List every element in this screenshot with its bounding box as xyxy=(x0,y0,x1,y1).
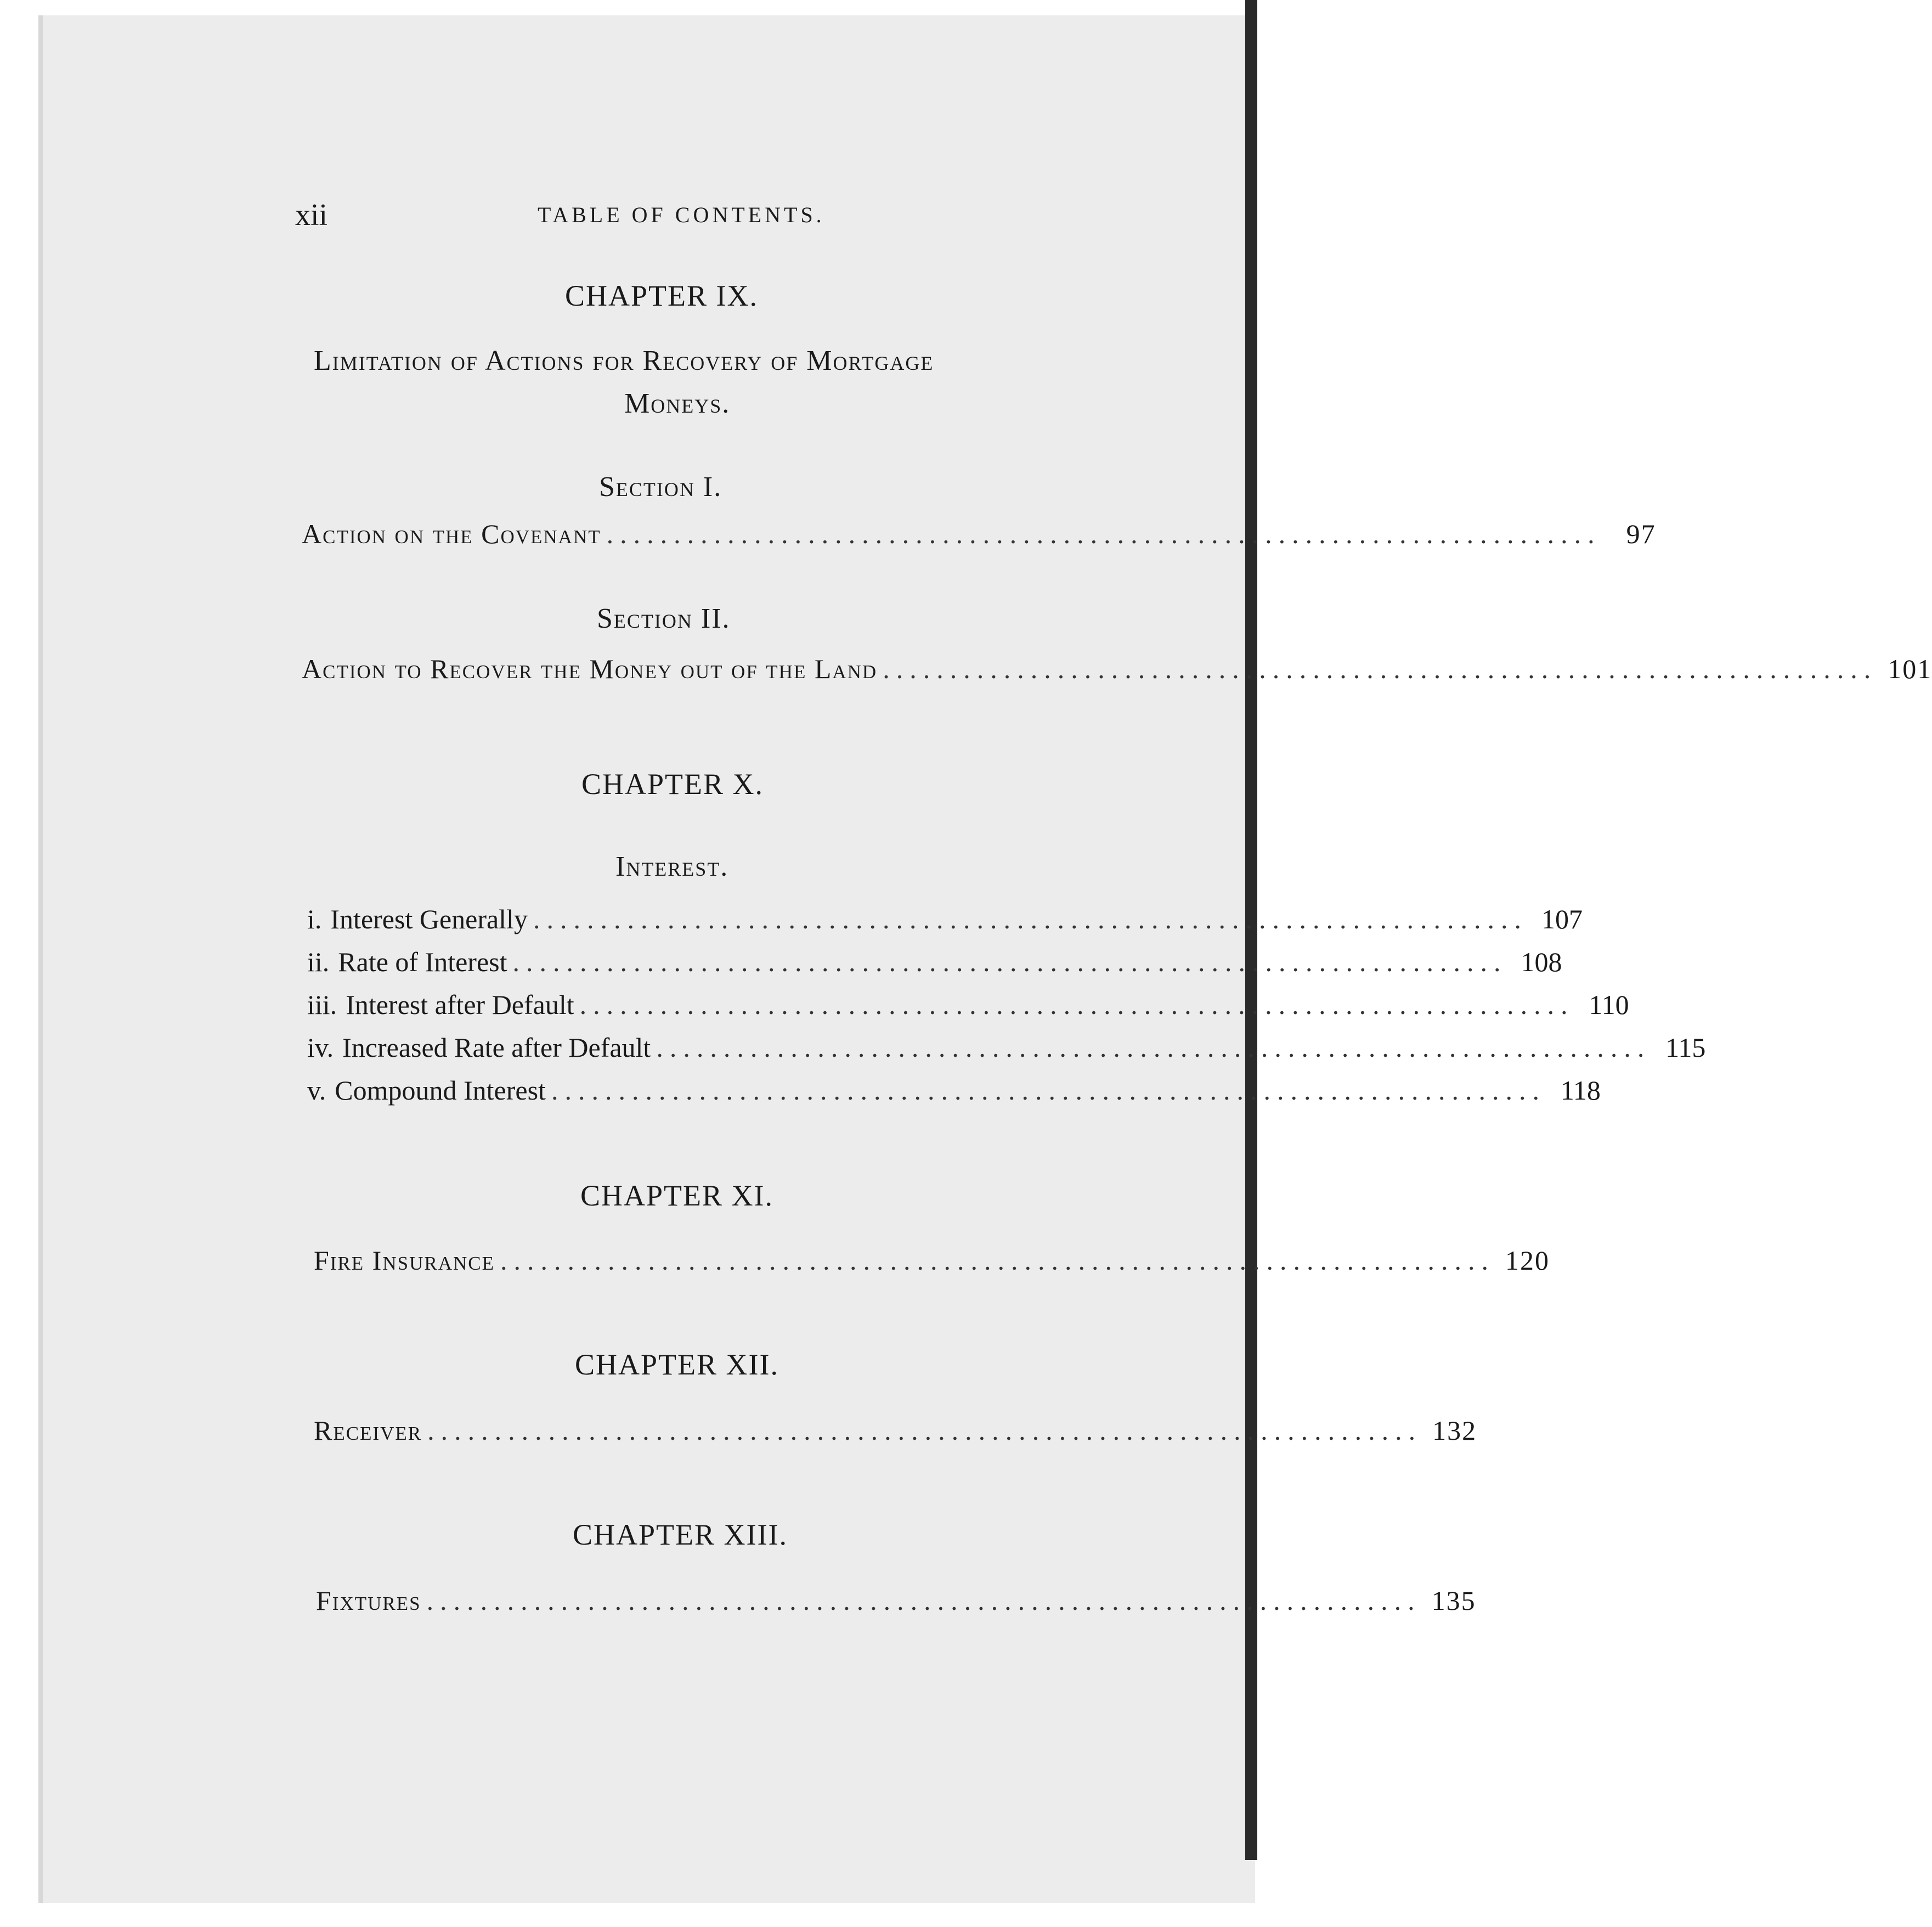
dot-leader: .......................................................................... xyxy=(533,904,1528,934)
chapter-x-subject: Interest. xyxy=(615,851,729,882)
chapter-ix-subject-line1: Limitation of Actions for Recovery of Mortgage xyxy=(314,345,934,376)
dot-leader: .......................................................................... xyxy=(579,989,1574,1020)
chapter-ix-heading: CHAPTER IX. xyxy=(565,279,759,312)
toc-page-number: 97 xyxy=(1626,519,1656,549)
toc-entry-interest-generally[interactable] xyxy=(307,903,1583,938)
toc-page-number: 135 xyxy=(1431,1585,1476,1616)
dot-leader: .......................................................................... xyxy=(606,519,1601,549)
chapter-x-heading: CHAPTER X. xyxy=(581,768,764,801)
toc-entry-number: i. xyxy=(307,904,322,934)
toc-entry-number: iii. xyxy=(307,989,337,1020)
toc-entry-fire-insurance[interactable] xyxy=(314,1244,1550,1280)
toc-entry-label: Rate of Interest xyxy=(338,946,507,977)
dot-leader: .......................................................................... xyxy=(500,1245,1495,1276)
toc-page-number: 110 xyxy=(1589,989,1629,1020)
toc-entry-number: v. xyxy=(307,1075,326,1106)
toc-entry-label: Interest Generally xyxy=(330,904,528,934)
toc-entry-label: Receiver xyxy=(314,1415,422,1446)
toc-entry-receiver[interactable] xyxy=(314,1415,1477,1450)
toc-entry-rate-of-interest[interactable] xyxy=(307,946,1562,981)
toc-entry-compound-interest[interactable] xyxy=(307,1074,1601,1109)
dot-leader: .......................................................................... xyxy=(426,1585,1421,1616)
dot-leader: .......................................................................... xyxy=(656,1032,1651,1063)
toc-page-number: 101 xyxy=(1888,653,1932,684)
dot-leader: .......................................................................... xyxy=(512,946,1507,977)
toc-entry-number: ii. xyxy=(307,946,330,977)
dot-leader: .......................................................................... xyxy=(551,1075,1546,1106)
toc-page-number: 120 xyxy=(1505,1245,1550,1276)
toc-entry-label: Action on the Covenant xyxy=(302,519,601,549)
dot-leader: .......................................................................... xyxy=(883,653,1878,684)
toc-page-number: 108 xyxy=(1521,946,1562,977)
toc-entry-label: Compound Interest xyxy=(335,1075,546,1106)
toc-entry-interest-after-default[interactable] xyxy=(307,989,1629,1024)
toc-entry-increased-rate[interactable] xyxy=(307,1032,1706,1067)
toc-entry-label: Fire Insurance xyxy=(314,1245,495,1276)
chapter-xiii-heading: CHAPTER XIII. xyxy=(573,1518,788,1551)
toc-entry-fixtures[interactable] xyxy=(316,1585,1476,1620)
toc-page-number: 115 xyxy=(1665,1032,1706,1063)
toc-page-number: 132 xyxy=(1432,1415,1477,1446)
toc-page-number: 107 xyxy=(1541,904,1583,934)
page-number-roman: xii xyxy=(295,198,328,232)
toc-entry-number: iv. xyxy=(307,1032,334,1063)
chapter-xi-heading: CHAPTER XI. xyxy=(580,1179,774,1212)
toc-entry-action-on-covenant[interactable] xyxy=(302,518,1656,553)
toc-entry-label: Action to Recover the Money out of the Land xyxy=(302,653,878,684)
toc-entry-label: Increased Rate after Default xyxy=(342,1032,651,1063)
section-i-heading: Section I. xyxy=(599,471,722,503)
toc-entry-label: Interest after Default xyxy=(346,989,574,1020)
toc-entry-label: Fixtures xyxy=(316,1585,421,1616)
chapter-ix-subject-line2: Moneys. xyxy=(624,388,731,419)
section-ii-heading: Section II. xyxy=(597,603,731,634)
toc-page-number: 118 xyxy=(1560,1075,1601,1106)
running-header-title: TABLE OF CONTENTS. xyxy=(538,202,825,227)
dot-leader: .......................................................................... xyxy=(427,1415,1422,1446)
chapter-xii-heading: CHAPTER XII. xyxy=(575,1348,779,1381)
toc-entry-action-to-recover[interactable] xyxy=(302,653,1932,688)
